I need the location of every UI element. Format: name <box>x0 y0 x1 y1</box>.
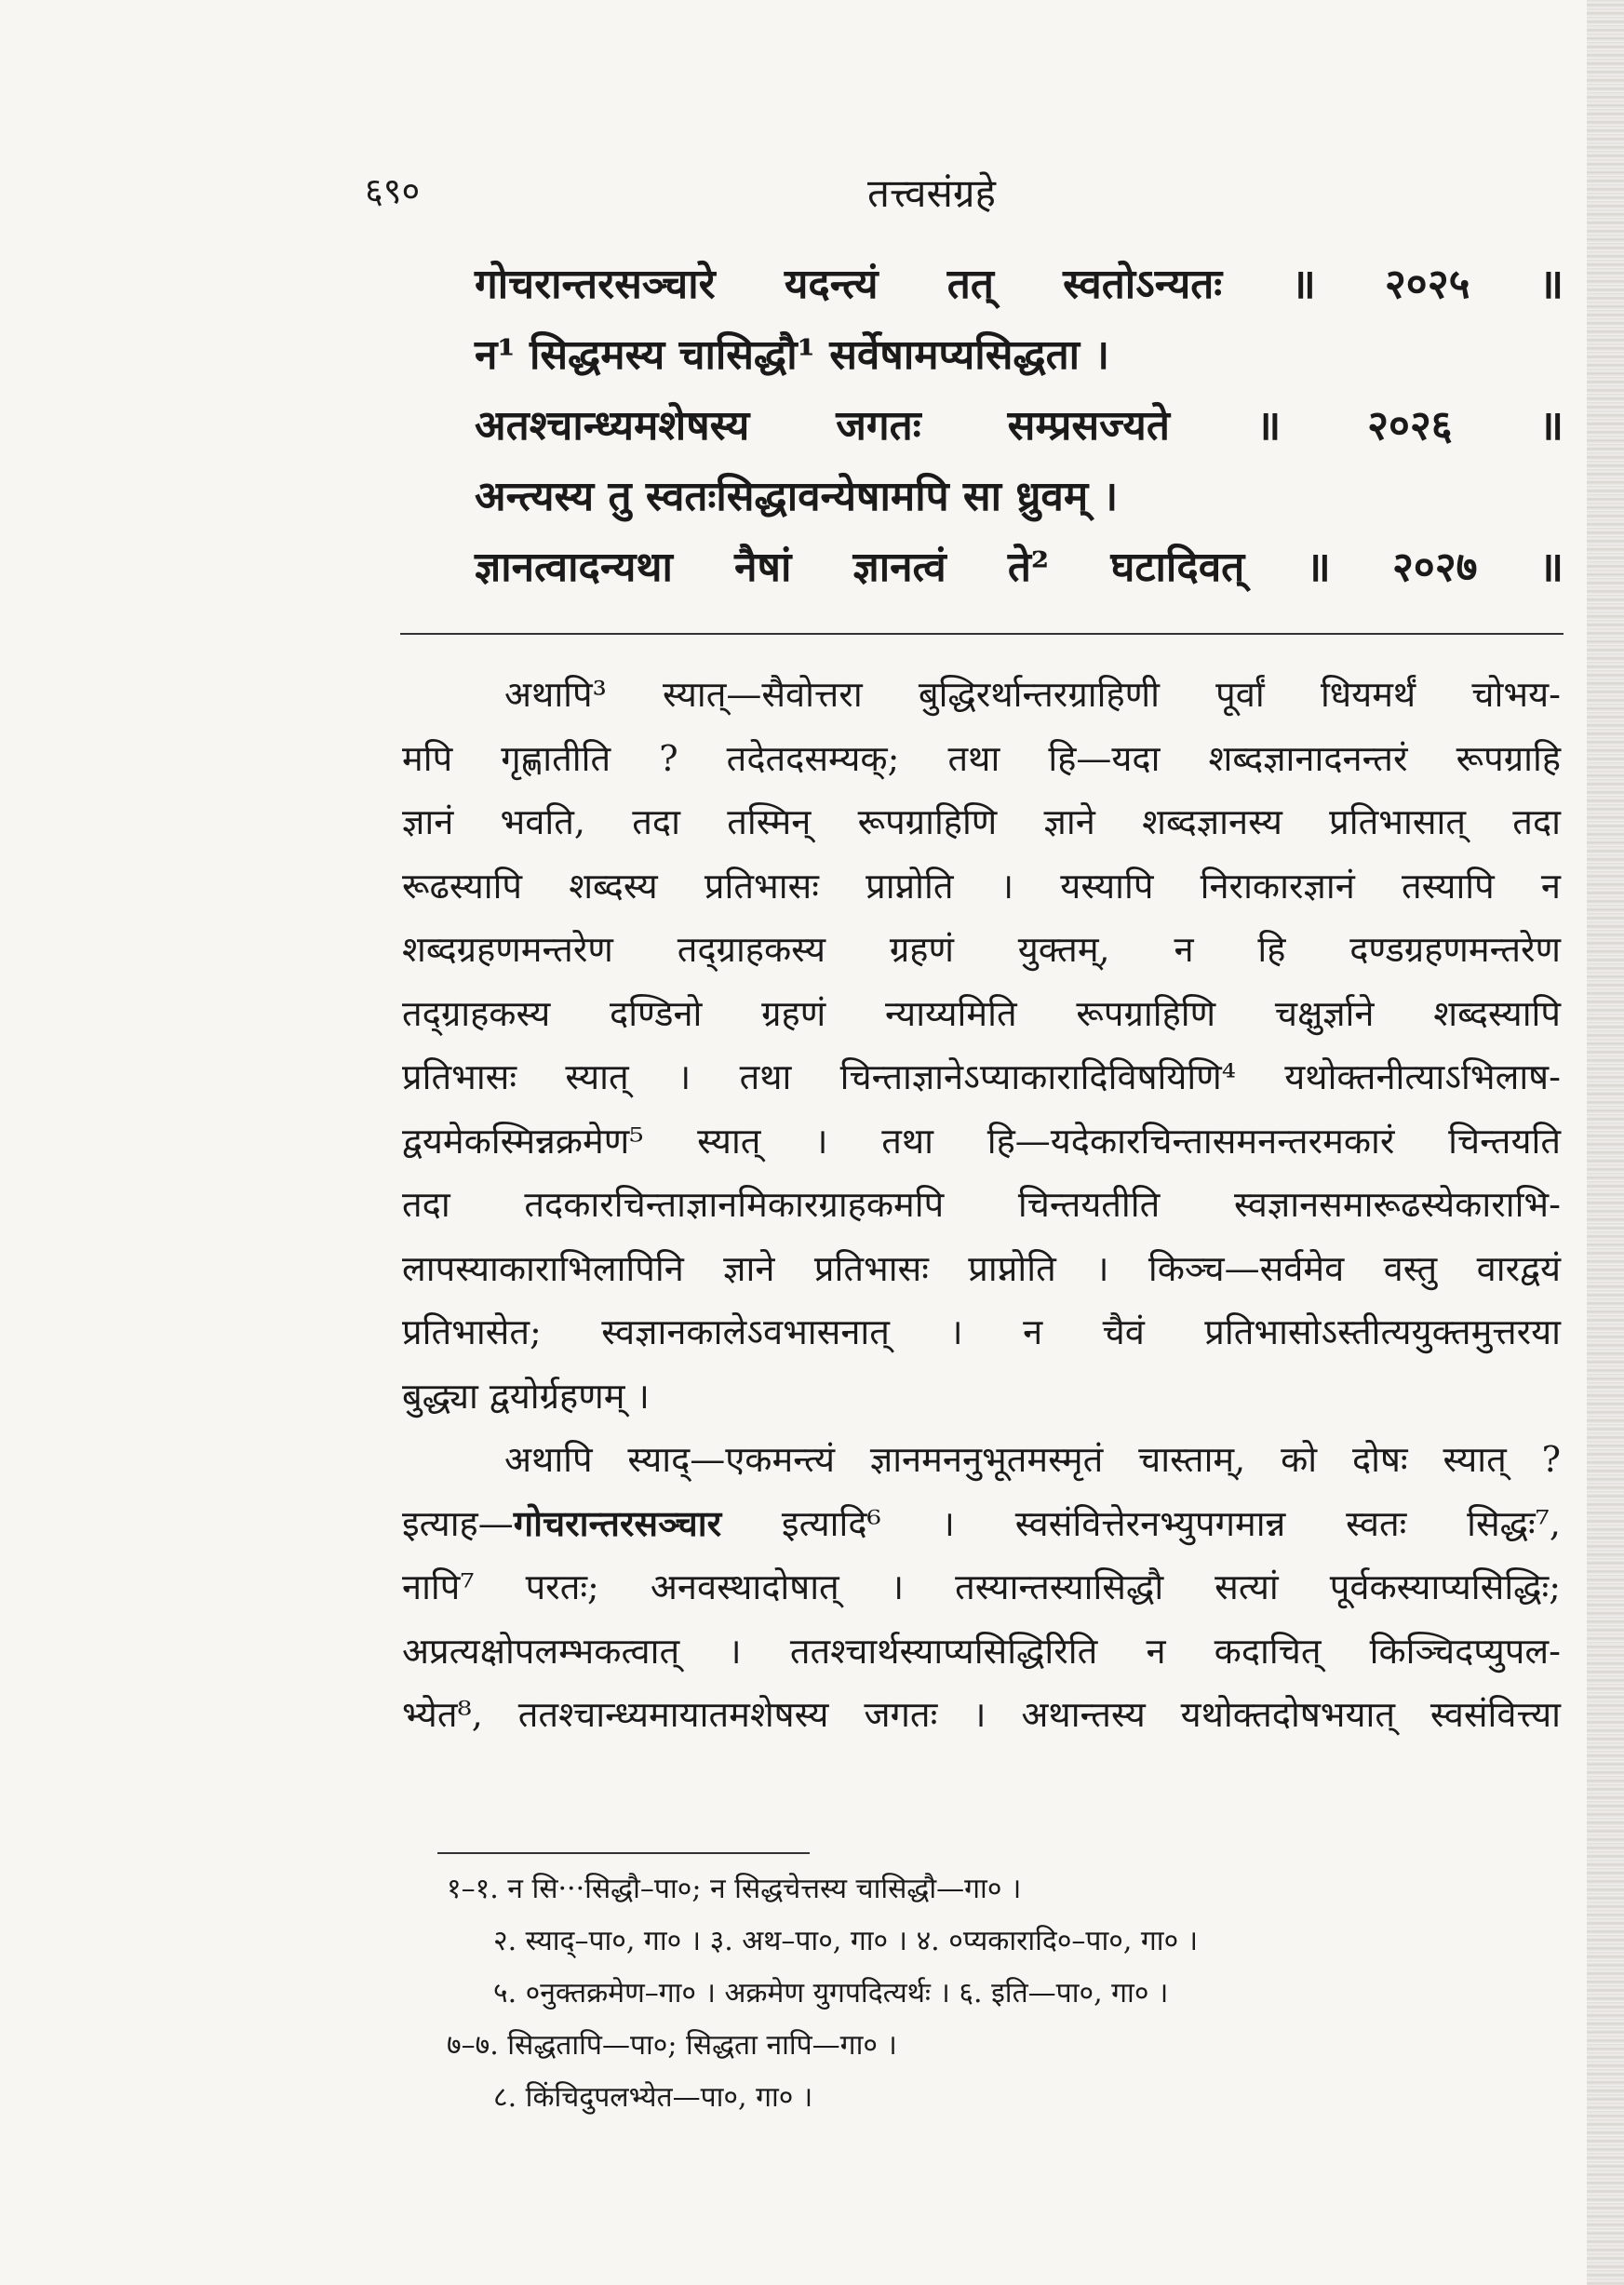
quote-intro: इत्याह— <box>402 1502 514 1544</box>
verse-block <box>475 249 1564 603</box>
commentary-paragraph <box>402 663 1561 1428</box>
commentary <box>402 663 1561 1747</box>
verse-line: ज्ञानत्वादन्यथा नैषां ज्ञानत्वं ते² घटादिवत् ॥ २०२७ ॥ <box>475 544 1564 591</box>
commentary-line: ज्ञानं भवति, तदा तस्मिन् रूपग्राहिणि ज्ञाने शब्दज्ञानस्य प्रतिभासात् तदा <box>402 801 1561 842</box>
verse-line: अतश्चान्ध्यमशेषस्य जगतः सम्प्रसज्यते ॥ २०२६ ॥ <box>475 402 1564 450</box>
verse-line: गोचरान्तरसञ्चारे यदन्त्यं तत् स्वतोऽन्यतः ॥ २०२५ ॥ <box>475 261 1564 308</box>
footnote: ८. किंचिदुपलभ्येत—पा०, गा० । <box>493 2081 813 2114</box>
commentary-line: शब्दग्रहणमन्तरेण तद्ग्राहकस्य ग्रहणं युक्तम्, न हि दण्डग्रहणमन्तरेण <box>402 929 1561 970</box>
commentary-paragraph <box>402 1428 1561 1747</box>
verse-divider <box>400 633 1564 635</box>
page-header <box>365 166 1565 222</box>
verse-line: न¹ सिद्धमस्य चासिद्धौ¹ सर्वेषामप्यसिद्धता । <box>475 331 1110 379</box>
footnote: ५. ०नुक्तक्रमेण–गा० । अक्रमेण युगपदित्यर्थः । ६. इति—पा०, गा० । <box>493 1977 1169 2009</box>
commentary-text: इत्यादि⁶ । स्वसंवित्तेरनभ्युपगमान्न स्वतः सिद्धः⁷, <box>721 1502 1561 1544</box>
commentary-line: अथापि स्याद्—एकमन्त्यं ज्ञानमननुभूतमस्मृतं चास्ताम्, को दोषः स्यात् ? <box>504 1439 1561 1480</box>
page-edge-texture <box>1587 0 1624 2285</box>
commentary-line: मपि गृह्णातीति ? तदेतदसम्यक्; तथा हि—यदा शब्दज्ञानादनन्तरं रूपग्राहि <box>402 737 1561 779</box>
commentary-line: प्रतिभासेत; स्वज्ञानकालेऽवभासनात् । न चैवं प्रतिभासोऽस्तीत्ययुक्तमुत्तरया <box>402 1311 1561 1352</box>
commentary-line: तदा तदकारचिन्ताज्ञानमिकारग्राहकमपि चिन्तयतीति स्वज्ञानसमारूढस्येकाराभि- <box>402 1184 1561 1225</box>
commentary-line: अप्रत्यक्षोपलम्भकत्वात् । ततश्चार्थस्याप्यसिद्धिरिति न कदाचित् किञ्चिदप्युपल- <box>402 1630 1561 1672</box>
commentary-line: अथापि³ स्यात्—सैवोत्तरा बुद्धिरर्थान्तरग्राहिणी पूर्वां धियमर्थं चोभय- <box>504 674 1561 715</box>
commentary-line: प्रतिभासः स्यात् । तथा चिन्ताज्ञानेऽप्याकारादिविषयिणि⁴ यथोक्तनीत्याऽभिलाष- <box>402 1056 1561 1097</box>
commentary-line: भ्येत⁸, ततश्चान्ध्यमायातमशेषस्य जगतः । अथान्तस्य यथोक्तदोषभयात् स्वसंवित्त्या <box>402 1694 1561 1735</box>
commentary-line: रूढस्यापि शब्दस्य प्रतिभासः प्राप्नोति । यस्यापि निराकारज्ञानं तस्यापि न <box>402 865 1561 907</box>
footnote: ७–७. सिद्धतापि—पा०; सिद्धता नापि—गा० । <box>447 2029 897 2062</box>
footnote-divider <box>437 1852 810 1854</box>
commentary-line: लापस्याकाराभिलापिनि ज्ञाने प्रतिभासः प्राप्नोति । किञ्च—सर्वमेव वस्तु वारद्वयं <box>402 1247 1561 1289</box>
page-number: ६९० <box>365 170 421 211</box>
commentary-line <box>402 1492 1561 1556</box>
commentary-line: तद्ग्राहकस्य दण्डिनो ग्रहणं न्याय्यमिति रूपग्राहिणि चक्षुर्ज्ञाने शब्दस्यापि <box>402 992 1561 1034</box>
footnote: १–१. न सि···सिद्धौ–पा०; न सिद्धचेत्तस्य चासिद्धौ—गा० । <box>447 1873 1022 1905</box>
footnote: २. स्याद्–पा०, गा० । ३. अथ–पा०, गा० । ४. ०प्यकारादि०–पा०, गा० । <box>493 1925 1199 1957</box>
footnotes <box>447 1863 1564 2124</box>
commentary-line: नापि⁷ परतः; अनवस्थादोषात् । तस्यान्तस्यासिद्धौ सत्यां पूर्वकस्याप्यसिद्धिः; <box>402 1566 1561 1607</box>
verse-line: अन्त्यस्य तु स्वतःसिद्धावन्येषामपि सा ध्रुवम् । <box>475 473 1119 520</box>
running-title: तत्त्वसंग्रहे <box>867 170 996 216</box>
quoted-verse-word: गोचरान्तरसञ्चार <box>513 1501 722 1544</box>
commentary-line: द्वयमेकस्मिन्नक्रमेण⁵ स्यात् । तथा हि—यदेकारचिन्तासमनन्तरमकारं चिन्तयति <box>402 1120 1561 1162</box>
commentary-line: बुद्ध्या द्वयोर्ग्रहणम् । <box>402 1375 650 1417</box>
